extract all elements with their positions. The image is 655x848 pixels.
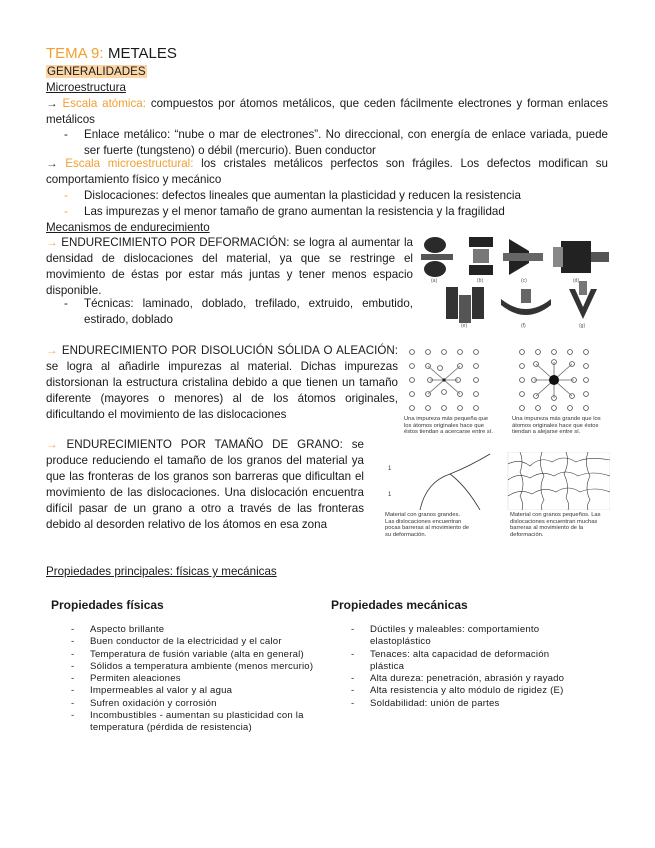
escala-micro-text: los cristales metálicos perfectos son frágiles. Los defectos modifican su comportamiento físico y mecánico: [46, 157, 608, 186]
escala-atomica-paragraph: [46, 96, 608, 128]
fisicas-title: Propiedades físicas: [51, 598, 164, 612]
disolucion-text: ENDURECIMIENTO POR DISOLUCIÓN SÓLIDA O ALEACIÓN: se logra al añadirle impurezas al material. Dichas impurezas distorsionan la estructura cristalina debido a que tienen un tamaño diferente (mayores o menores) al de los átomos originales, dificultando el movimiento de las dislocaciones: [46, 344, 398, 421]
grano-paragraph: [46, 437, 364, 533]
mecanicas-list: [349, 624, 577, 710]
generalidades-heading: GENERALIDADES: [47, 65, 146, 78]
grano-text: ENDURECIMIENTO POR TAMAÑO DE GRANO: se produce reduciendo el tamaño de los granos del material ya que las fronteras de los granos son barreras que dificultan el movimiento de las dislocaciones. Una dislocación encuentra difícil pasar de un grano a otro a través de las fronteras debido al desorden relativo de los átomos en esa zona: [46, 438, 364, 531]
microestructura-heading: Microestructura: [46, 81, 126, 94]
rolling-illustration: [421, 237, 453, 277]
small-grains-illustration: [508, 452, 610, 510]
grain-caption-left: Material con granos grandes. Las dislocaciones encuentran pocas barreras al movimiento de su deformación.: [385, 512, 470, 538]
dislocation-mark: 1: [388, 492, 392, 498]
deformacion-paragraph: [46, 235, 413, 299]
list-item: - Soldabilidad: unión de partes: [349, 698, 577, 710]
escala-micro-label: Escala microestructural:: [65, 157, 194, 170]
lattice-caption-right: Una impureza más grande que los átomos originales hace que éstos tiendan a alejarse entre sí.: [512, 416, 601, 436]
page-title: [46, 45, 177, 63]
figure-label: (b): [477, 278, 484, 284]
title-main: METALES: [107, 45, 177, 62]
enlace-list: [46, 127, 608, 159]
techniques-figure: [421, 233, 611, 328]
arrow-icon: →: [46, 236, 58, 249]
disolucion-paragraph: [46, 343, 398, 423]
figure-label: (e): [461, 323, 468, 328]
escala-atomica-text: compuestos por átomos metálicos, que ceden fácilmente electrones y forman enlaces metálicos: [46, 97, 608, 126]
dislocation-mark: 1: [388, 466, 392, 472]
figure-label: (f): [521, 323, 526, 328]
list-item: - Técnicas: laminado, doblado, trefilado, extruido, embutido, estirado, doblado: [46, 296, 413, 328]
forging-illustration: [469, 237, 493, 275]
list-item: - Alta dureza: penetración, abrasión y rayado: [349, 673, 577, 685]
figure-label: (c): [521, 278, 527, 284]
list-item: - Impermeables al valor y al agua: [69, 685, 325, 697]
list-item: - Tenaces: alta capacidad de deformación plástica: [349, 649, 577, 674]
tecnicas-list: [46, 296, 413, 328]
list-item: - Las impurezas y el menor tamaño de grano aumentan la resistencia y la fragilidad: [46, 204, 608, 220]
list-item: - Aspecto brillante: [69, 624, 325, 636]
deformacion-text: ENDURECIMIENTO POR DEFORMACIÓN: se logra al aumentar la densidad de dislocaciones del material, ya que se restringe el movimiento de éstas por estar más juntas y tener menos espacio disponible.: [46, 236, 413, 297]
figure-label: (d): [573, 278, 580, 284]
propiedades-heading: Propiedades principales: físicas y mecánicas: [46, 565, 277, 578]
list-item: - Buen conductor de la electricidad y el calor: [69, 636, 325, 648]
fisicas-list: [69, 624, 325, 735]
extrusion-illustration: [553, 241, 609, 273]
stretching-illustration: [569, 281, 597, 319]
title-prefix: TEMA 9:: [46, 45, 104, 62]
figure-label: (g): [579, 323, 586, 328]
arrow-icon: →: [46, 344, 58, 357]
list-item: - Permiten aleaciones: [69, 673, 325, 685]
grain-figure: [380, 452, 610, 510]
list-item: - Alta resistencia y alto módulo de rigidez (E): [349, 685, 577, 697]
list-item: - Sólidos a temperatura ambiente (menos mercurio): [69, 661, 325, 673]
arrow-icon: →: [46, 438, 58, 451]
mecanicas-title: Propiedades mecánicas: [331, 598, 468, 612]
mecanismos-heading: Mecanismos de endurecimiento: [46, 221, 210, 234]
large-grains-illustration: [420, 454, 490, 510]
lattice-figure: [404, 344, 610, 414]
escala-atomica-label: Escala atómica:: [62, 97, 146, 110]
list-item: - Temperatura de fusión variable (alta en general): [69, 649, 325, 661]
bending-illustration: [501, 289, 551, 315]
list-item: - Sufren oxidación y corrosión: [69, 698, 325, 710]
section-generalidades: [46, 64, 147, 80]
drawing-illustration: [503, 239, 543, 275]
defectos-list: [46, 188, 608, 220]
grain-caption-right: Material con granos pequeños. Las dislocaciones encuentran muchas barreras al movimiento de la deformación.: [510, 512, 601, 538]
list-item: - Incombustibles - aumentan su plasticidad con la temperatura (pérdida de resistencia): [69, 710, 325, 735]
list-item: - Dislocaciones: defectos lineales que aumentan la plasticidad y reducen la resistencia: [46, 188, 608, 204]
arrow-icon: →: [46, 157, 58, 170]
figure-label: (a): [431, 278, 438, 284]
list-item: - Dúctiles y maleables: comportamiento elastoplástico: [349, 624, 577, 649]
deep-drawing-illustration: [446, 287, 484, 323]
lattice-caption-left: Una impureza más pequeña que los átomos originales hace que éstos tiendan a acercarse entre sí.: [404, 416, 493, 436]
arrow-icon: →: [46, 97, 58, 110]
list-item: - Enlace metálico: “nube o mar de electrones”. No direccional, con energía de enlace variada, puede ser fuerte (tungsteno) o débil (mercurio). Buen conductor: [46, 127, 608, 159]
escala-micro-paragraph: [46, 156, 608, 188]
